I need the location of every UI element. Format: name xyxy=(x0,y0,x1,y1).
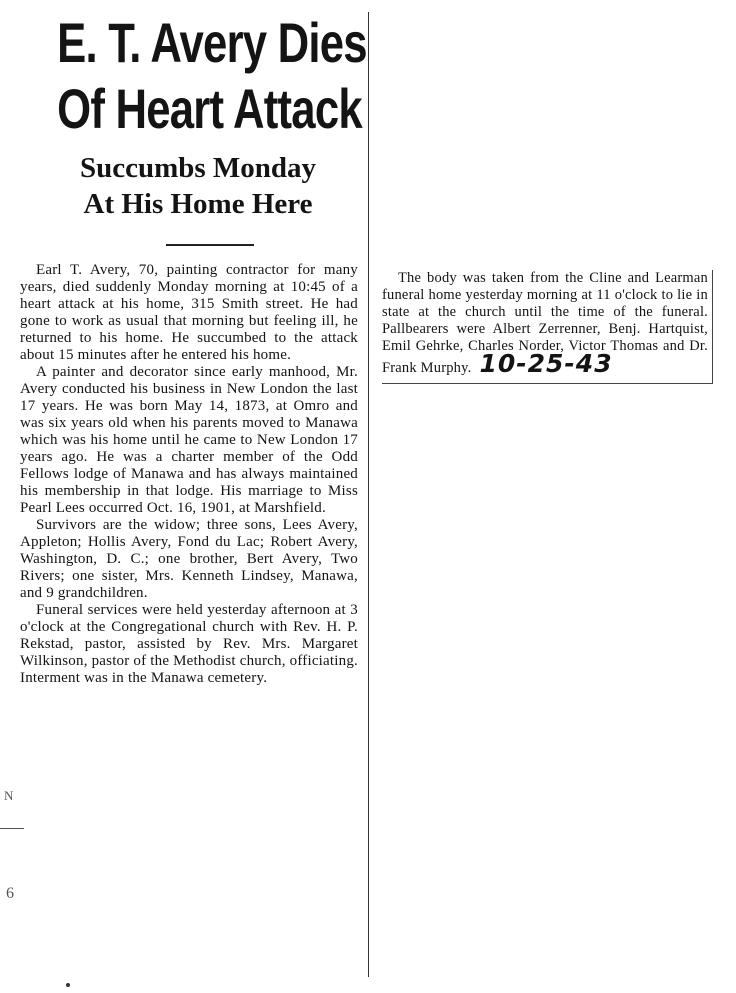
paragraph-intro: Earl T. Avery, 70, painting contractor for many years, died suddenly Monday morning at 10:45 of a heart attack at his home, 315 Smith street. He had gone to work as usual that morning but feeling ill, he returned to his home. He succumbed to the attack about 15 minutes after he entered his home. xyxy=(20,262,358,363)
headline-line-1: E. T. Avery Dies xyxy=(57,11,367,74)
subhead-line-1: Succumbs Monday xyxy=(79,152,317,184)
margin-stroke xyxy=(0,828,24,829)
article-column-main xyxy=(20,8,367,687)
article-column-continuation xyxy=(382,270,713,384)
handwritten-date: 10-25-43 xyxy=(479,349,613,378)
margin-mark-n: N xyxy=(4,788,14,803)
subhead-line-2: At His Home Here xyxy=(83,188,313,220)
paragraph-funeral: Funeral services were held yesterday afternoon at 3 o'clock at the Congregational church with Rev. H. P. Rekstad, pastor, assisted by Rev. Mrs. Margaret Wilkinson, pastor of the Methodist church, officiating. Interment was in the Manawa cemetery. xyxy=(20,602,358,686)
paragraph-survivors: Survivors are the widow; three sons, Lees Avery, Appleton; Hollis Avery, Fond du Lac; Robert Avery, Washington, D. C.; one brother, Bert Avery, Two Rivers; one sister, Mrs. Kenneth Lindsey, Manawa, and 9 grandchildren. xyxy=(20,517,358,601)
margin-mark-6: 6 xyxy=(6,885,14,902)
headline-line-2: Of Heart Attack xyxy=(57,77,362,140)
continuation-text: The body was taken from the Cline and Learman funeral home yesterday morning at 11 o'clock to lie in state at the church until the time of the funeral. Pallbearers were Albert Zerrenner, Benj. Hartquist, Emil Gehrke, Charles Norder, Victor Thomas and Dr. Frank Murphy. xyxy=(382,270,708,376)
paragraph-continuation xyxy=(382,270,708,377)
paragraph-biography: A painter and decorator since early manhood, Mr. Avery conducted his business in New London the last 17 years. He was born May 14, 1873, at Omro and was six years old when his parents moved to Manawa which was his home until he came to New London 17 years ago. He was a charter member of the Odd Fellows lodge of Manawa and has always maintained his membership in that lodge. His marriage to Miss Pearl Lees occurred Oct. 16, 1901, at Marshfield. xyxy=(20,364,358,516)
ink-dot xyxy=(66,983,70,987)
headline-divider xyxy=(166,244,254,246)
column-divider xyxy=(368,12,369,977)
